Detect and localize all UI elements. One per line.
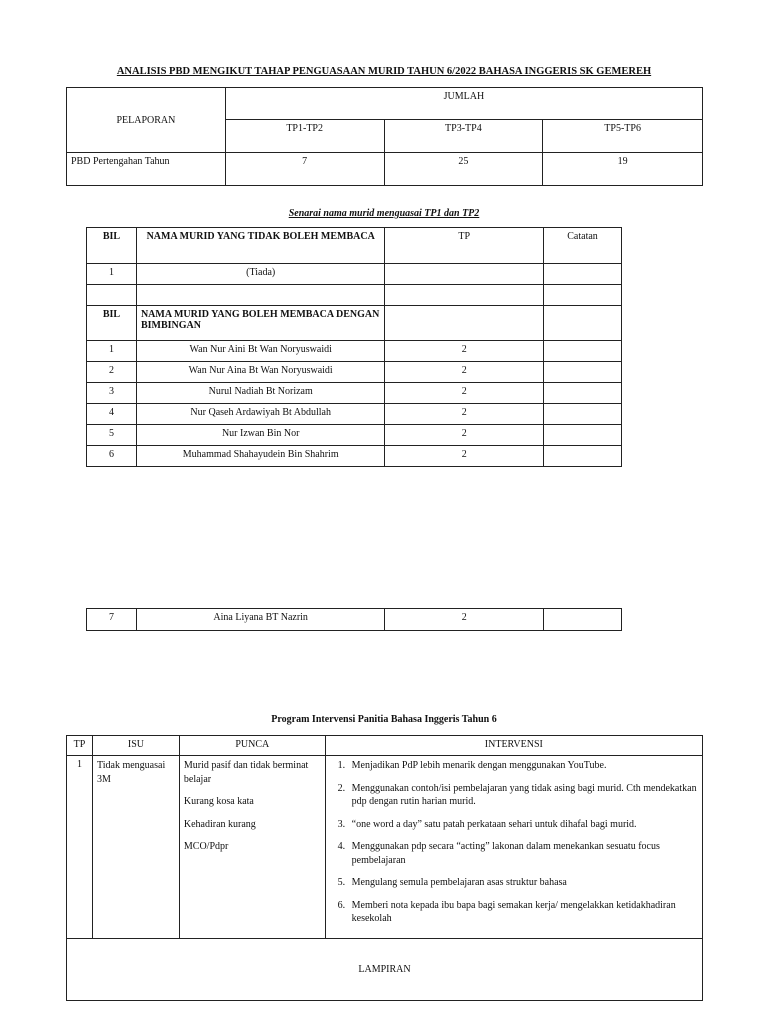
row-catatan	[544, 425, 622, 446]
row-bil: 4	[87, 404, 137, 425]
punca-col-header: PUNCA	[179, 736, 325, 756]
row-catatan	[544, 609, 622, 631]
catatan-header: Catatan	[544, 228, 622, 264]
program-intervensi	[325, 756, 702, 939]
row-label: PBD Pertengahan Tahun	[67, 153, 226, 186]
row-nama: Muhammad Shahayudein Bin Shahrim	[136, 446, 385, 467]
pelaporan-header: PELAPORAN	[67, 88, 226, 153]
value-tp1-tp2: 7	[225, 153, 384, 186]
nama-header-bimbingan: NAMA MURID YANG BOLEH MEMBACA DENGAN BIMBINGAN	[136, 306, 385, 341]
punca-item: Kurang kosa kata	[183, 796, 254, 807]
blank-cell	[87, 285, 137, 306]
blank-cell	[544, 306, 622, 341]
program-punca	[179, 756, 325, 939]
program-title: Program Intervensi Panitia Bahasa Inggeris Tahun 6	[271, 714, 497, 725]
row-tp: 2	[385, 383, 544, 404]
row-bil: 7	[87, 609, 137, 631]
student-table-continued	[86, 608, 622, 631]
student-list-title: Senarai nama murid menguasai TP1 dan TP2	[288, 208, 480, 219]
row-nama: Nur Qaseh Ardawiyah Bt Abdullah	[136, 404, 385, 425]
program-table	[66, 735, 703, 1001]
col-tp1-tp2: TP1-TP2	[225, 120, 384, 153]
row-tp: 2	[385, 341, 544, 362]
row-nama: Nurul Nadiah Bt Norizam	[136, 383, 385, 404]
punca-item: Murid pasif dan tidak berminat belajar	[183, 760, 309, 785]
table-row	[87, 341, 622, 362]
intervensi-item: 1. Menjadikan PdP lebih menarik dengan menggunakan YouTube.	[348, 759, 698, 773]
row-nama: Nur Izwan Bin Nor	[136, 425, 385, 446]
row-nama: Wan Nur Aina Bt Wan Noryuswaidi	[136, 362, 385, 383]
student-table	[86, 227, 622, 467]
punca-item: Kehadiran kurang	[183, 818, 256, 830]
intervensi-item: 6. Memberi nota kepada ibu bapa bagi semakan kerja/ mengelakkan ketidakhadiran kesekolah	[348, 899, 698, 926]
program-tp: 1	[67, 756, 93, 939]
row-nama: Wan Nur Aini Bt Wan Noryuswaidi	[136, 341, 385, 362]
intervensi-col-header: INTERVENSI	[325, 736, 702, 756]
blank-cell	[136, 285, 385, 306]
lampiran-cell: LAMPIRAN	[67, 938, 703, 1000]
row-bil: 3	[87, 383, 137, 404]
row-catatan	[544, 404, 622, 425]
value-tp3-tp4: 25	[384, 153, 543, 186]
intervensi-item: 5. Mengulang semula pembelajaran asas struktur bahasa	[348, 876, 698, 890]
table-row	[87, 404, 622, 425]
row-catatan	[544, 446, 622, 467]
row-bil: 5	[87, 425, 137, 446]
row-nama: Aina Liyana BT Nazrin	[136, 609, 385, 631]
tiada-bil: 1	[87, 264, 137, 285]
jumlah-header: JUMLAH	[225, 88, 702, 120]
nama-header-tidak-boleh: NAMA MURID YANG TIDAK BOLEH MEMBACA	[136, 228, 385, 264]
tp-col-header: TP	[67, 736, 93, 756]
value-tp5-tp6: 19	[543, 153, 703, 186]
punca-item: MCO/Pdpr	[183, 841, 229, 852]
blank-cell	[385, 306, 544, 341]
row-catatan	[544, 341, 622, 362]
intervensi-item: 3. “one word a day” satu patah perkataan sehari untuk dihafal bagi murid.	[348, 818, 698, 832]
row-catatan	[544, 362, 622, 383]
row-bil: 2	[87, 362, 137, 383]
row-bil: 1	[87, 341, 137, 362]
table-row	[87, 425, 622, 446]
blank-cell	[544, 285, 622, 306]
table-row	[87, 362, 622, 383]
row-catatan	[544, 383, 622, 404]
row-bil: 6	[87, 446, 137, 467]
row-tp: 2	[385, 362, 544, 383]
table-row	[87, 383, 622, 404]
bil-header-2: BIL	[87, 306, 137, 341]
tiada-catatan	[544, 264, 622, 285]
row-tp: 2	[385, 425, 544, 446]
col-tp5-tp6: TP5-TP6	[543, 120, 703, 153]
bil-header: BIL	[87, 228, 137, 264]
tp-header: TP	[385, 228, 544, 264]
intervensi-item: 2. Menggunakan contoh/isi pembelajaran yang tidak asing bagi murid. Cth mendekatkan pdp dengan rutin harian murid.	[348, 782, 698, 809]
program-isu: Tidak menguasai 3M	[92, 756, 179, 939]
isu-col-header: ISU	[92, 736, 179, 756]
intervensi-item: 4. Menggunakan pdp secara “acting” lakonan dalam menekankan sesuatu focus pembelajaran	[348, 840, 698, 867]
row-tp: 2	[385, 404, 544, 425]
summary-table	[66, 87, 703, 186]
table-row	[87, 446, 622, 467]
blank-cell	[385, 285, 544, 306]
document-title: ANALISIS PBD MENGIKUT TAHAP PENGUASAAN MURID TAHUN 6/2022 BAHASA INGGERIS SK GEMEREH	[116, 66, 652, 77]
table-row	[87, 609, 622, 631]
row-tp: 2	[385, 446, 544, 467]
row-tp: 2	[385, 609, 544, 631]
tiada-tp	[385, 264, 544, 285]
tiada-nama: (Tiada)	[136, 264, 385, 285]
col-tp3-tp4: TP3-TP4	[384, 120, 543, 153]
intervensi-list	[330, 759, 698, 926]
